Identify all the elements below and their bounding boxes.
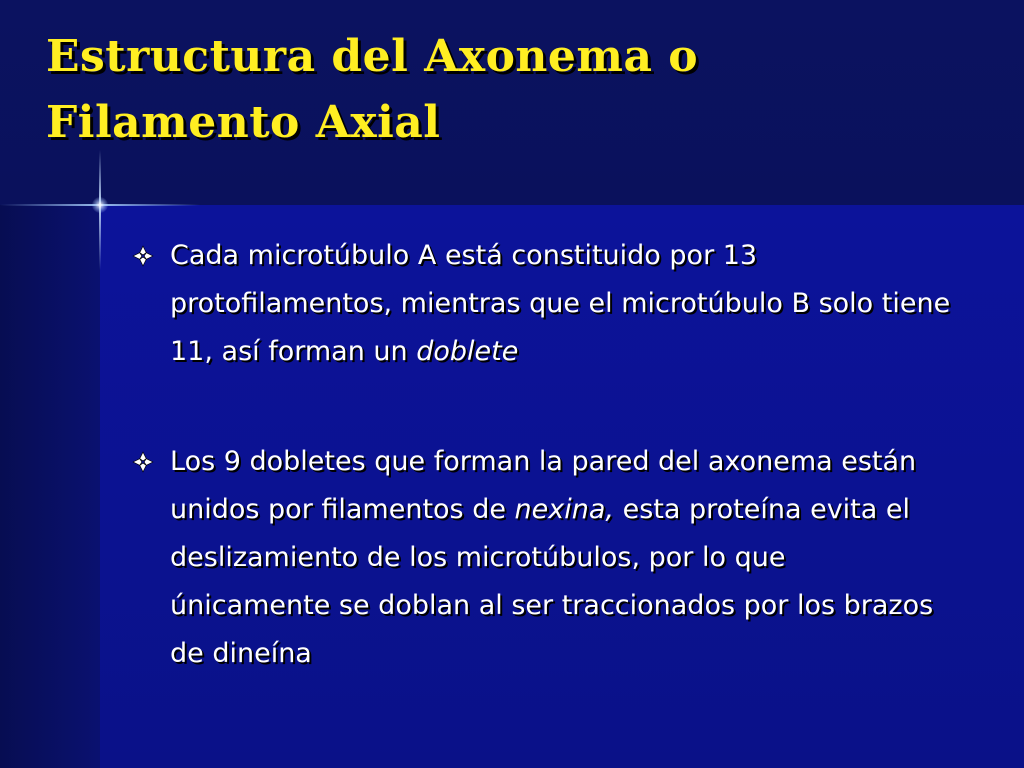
title-line: Estructura del Axonema o [46, 31, 699, 82]
bullet-text-italic: doblete [416, 336, 519, 367]
bullet-item [132, 232, 952, 376]
bullet-text: Cada microtúbulo A está constituido por 13 protofilamentos, mientras que el microtúbulo B solo tiene 11, así forman un [170, 240, 951, 367]
bullet-list [132, 232, 952, 678]
sparkle-icon [92, 197, 108, 213]
slide-title [46, 24, 946, 156]
left-band [0, 205, 100, 768]
bullet-text-italic: nexina, [514, 494, 614, 525]
title-line: Filamento Axial [46, 97, 441, 148]
bullet-text: esta proteína evita el deslizamiento de los microtúbulos, por lo que únicamente se doblan al ser traccionados por los brazos de dineína [170, 494, 934, 669]
diamond-bullet-icon [132, 451, 154, 473]
bullet-item [132, 438, 952, 678]
diamond-bullet-icon [132, 245, 154, 267]
bullet-text: Los 9 dobletes que forman la pared del axonema están unidos por filamentos de [170, 446, 917, 525]
